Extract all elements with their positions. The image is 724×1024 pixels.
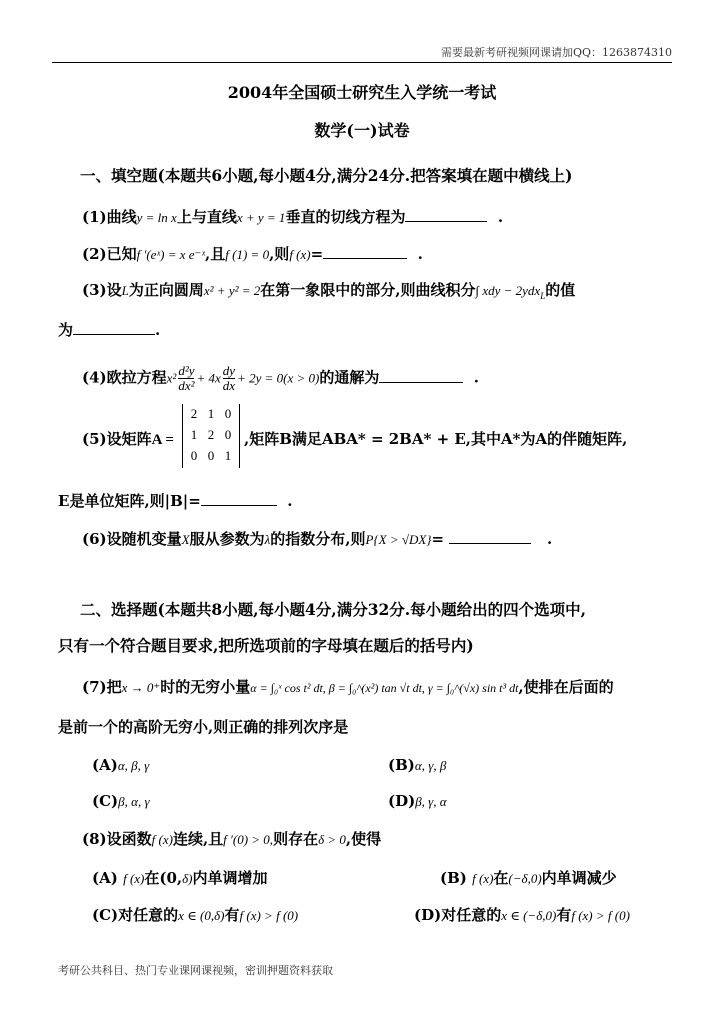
- exam-title: 2004年全国硕士研究生入学统一考试: [227, 83, 497, 102]
- footer-note: 考研公共科目、热门专业课网课视频，密训押题资料获取: [58, 964, 333, 977]
- q7-option-d[interactable]: (D)β, γ, α: [388, 792, 447, 810]
- question-5-cont: E是单位矩阵,则|B|= .: [58, 492, 293, 510]
- q8-option-a[interactable]: (A) f (x)在(0,δ)内单调增加: [92, 869, 268, 887]
- section1-heading: 一、填空题(本题共6小题,每小题4分,满分24分.把答案填在题中横线上): [80, 166, 573, 185]
- q7-option-a[interactable]: (A)α, β, γ: [92, 756, 150, 774]
- q8-option-d[interactable]: (D)对任意的x ∈ (−δ,0)有f (x) > f (0): [414, 906, 630, 924]
- q8-option-b[interactable]: (B) f (x)在(−δ,0)内单调减少: [440, 869, 617, 887]
- question-3-cont: 为 .: [58, 321, 161, 339]
- section2-heading-line1: 二、选择题(本题共8小题,每小题4分,满分32分.每小题给出的四个选项中,: [80, 600, 587, 619]
- exam-subtitle: 数学(一)试卷: [314, 121, 410, 140]
- question-7: (7)把x → 0⁺时的无穷小量α = ∫₀ˣ cos t² dt, β = ∫₀^(x²) tan √t dt, γ = ∫₀^(√x) sin t³ dt,使排在后面的: [82, 678, 614, 696]
- question-7-cont: 是前一个的高阶无穷小,则正确的排列次序是: [58, 718, 349, 736]
- answer-blank: [201, 505, 277, 506]
- question-2: (2)已知f ′(eˣ) = x e⁻ˣ,且f (1) = 0,则f (x)= .: [82, 245, 423, 263]
- question-5-rest: ,矩阵B满足ABA* = 2BA* + E,其中A*为A的伴随矩阵,: [244, 430, 628, 448]
- q7-option-c[interactable]: (C)β, α, γ: [92, 792, 150, 810]
- answer-blank: [405, 221, 487, 222]
- question-8: (8)设函数f (x)连续,且f ′(0) > 0,则存在δ > 0,使得: [82, 830, 382, 848]
- question-6: (6)设随机变量X服从参数为λ的指数分布,则P{X > √DX}= .: [82, 530, 553, 548]
- question-4: (4)欧拉方程x² $\frac{\text{d²y}}{\text{dx²}}$ + 4x $\frac{dy}{dx}$ + 2y = 0(x > 0)的通解为 .: [82, 363, 480, 393]
- answer-blank: [323, 258, 407, 259]
- question-1: (1)曲线y = ln x上与直线x + y = 1垂直的切线方程为 .: [82, 208, 504, 226]
- q7-option-b[interactable]: (B)α, γ, β: [388, 756, 447, 774]
- question-5: (5)设矩阵A =: [82, 430, 174, 448]
- question-3: (3)设L为正向圆周x² + y² = 2在第一象限中的部分,则曲线积分∫ xdy − 2ydx$_L$的值: [82, 281, 576, 301]
- answer-blank: [449, 543, 531, 544]
- matrix-A: 2 1 0 1 2 0 0 0 1: [182, 404, 240, 468]
- header-rule: [52, 62, 672, 63]
- section2-heading-line2: 只有一个符合题目要求,把所选项前的字母填在题后的括号内): [58, 636, 474, 655]
- answer-blank: [379, 382, 463, 383]
- q8-option-c[interactable]: (C)对任意的x ∈ (0,δ)有f (x) > f (0): [92, 906, 299, 924]
- answer-blank: [73, 334, 155, 335]
- header-note: 需要最新考研视频网课请加QQ：1263874310: [440, 46, 672, 59]
